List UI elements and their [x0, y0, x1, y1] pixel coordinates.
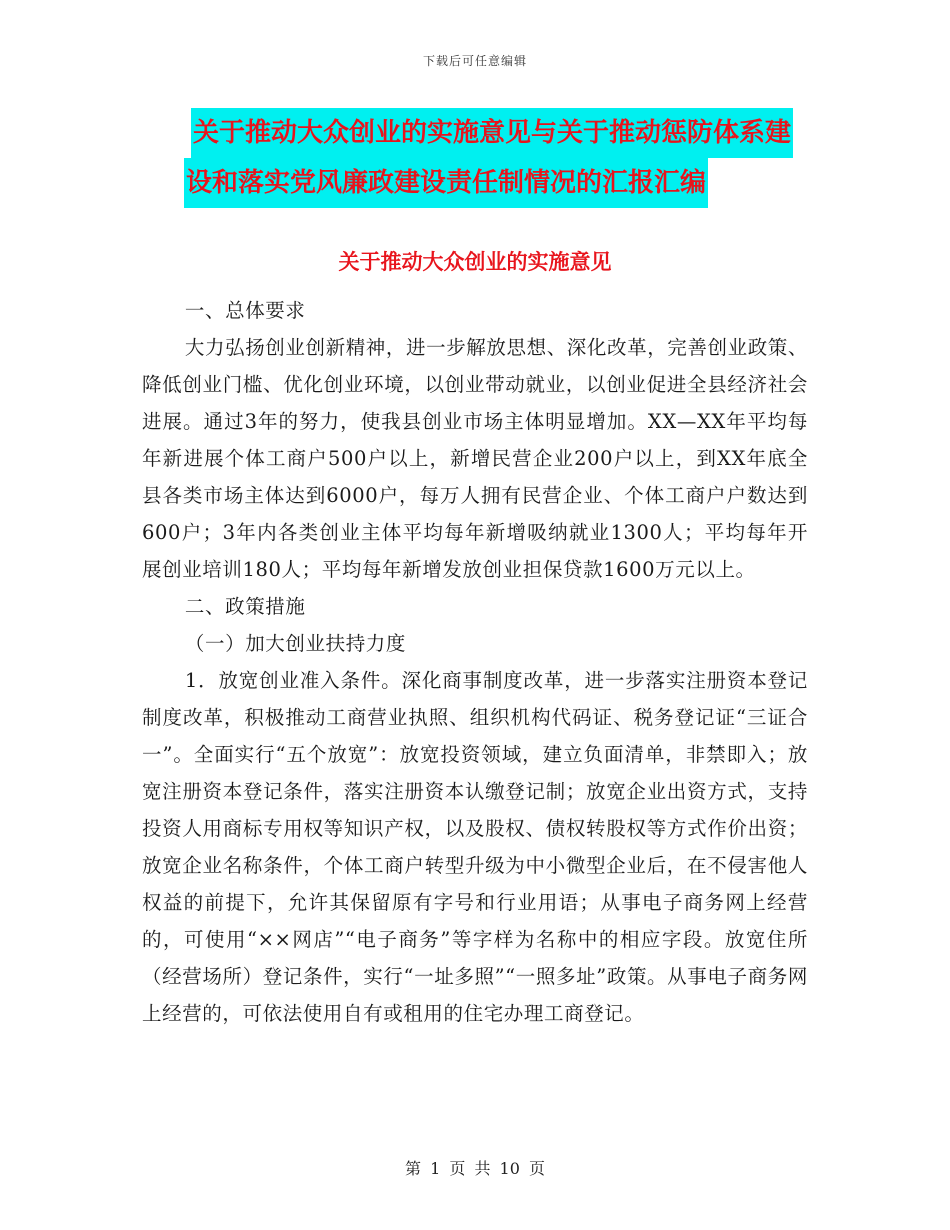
heading-policy-measures: 二、政策措施	[184, 595, 306, 618]
document-body	[142, 292, 808, 1032]
document-title-line-2: 设和落实党风廉政建设责任制情况的汇报汇编	[184, 158, 708, 208]
paragraph-market-access: 1．放宽创业准入条件。深化商事制度改革，进一步落实注册资本登记制度改革，积极推动工商营业执照、组织机构代码证、税务登记证“三证合一”。全面实行“五个放宽”：放宽投资领域，建立负面清单，非禁即入；放宽注册资本登记条件，落实注册资本认缴登记制；放宽企业出资方式，支持投资人用商标专用权等知识产权，以及股权、债权转股权等方式作价出资；放宽企业名称条件，个体工商户转型升级为中小微型企业后，在不侵害他人权益的前提下，允许其保留原有字号和行业用语；从事电子商务网上经营的，可使用“××网店”“电子商务”等字样为名称中的相应字段。放宽住所（经营场所）登记条件，实行“一址多照”“一照多址”政策。从事电子商务网上经营的，可依法使用自有或租用的住宅办理工商登记。	[142, 669, 808, 1025]
document-title-line-1: 关于推动大众创业的实施意见与关于推动惩防体系建	[191, 108, 793, 158]
subheading-support: （一）加大创业扶持力度	[184, 632, 406, 655]
document-title	[0, 108, 950, 208]
paragraph-goals: 大力弘扬创业创新精神，进一步解放思想、深化改革，完善创业政策、降低创业门槛、优化创业环境，以创业带动就业，以创业促进全县经济社会进展。通过3年的努力，使我县创业市场主体明显增加。XX—XX年平均每年新进展个体工商户500户以上，新增民营企业200户以上，到XX年底全县各类市场主体达到6000户，每万人拥有民营企业、个体工商户户数达到600户；3年内各类创业主体平均每年新增吸纳就业1300人；平均每年开展创业培训180人；平均每年新增发放创业担保贷款1600万元以上。	[142, 336, 808, 581]
heading-general-requirements: 一、总体要求	[184, 299, 306, 322]
page-header-note: 下载后可任意编辑	[422, 54, 527, 68]
section-title: 关于推动大众创业的实施意见	[338, 250, 612, 274]
page-footer-number: 第 1 页 共 10 页	[405, 1159, 545, 1178]
